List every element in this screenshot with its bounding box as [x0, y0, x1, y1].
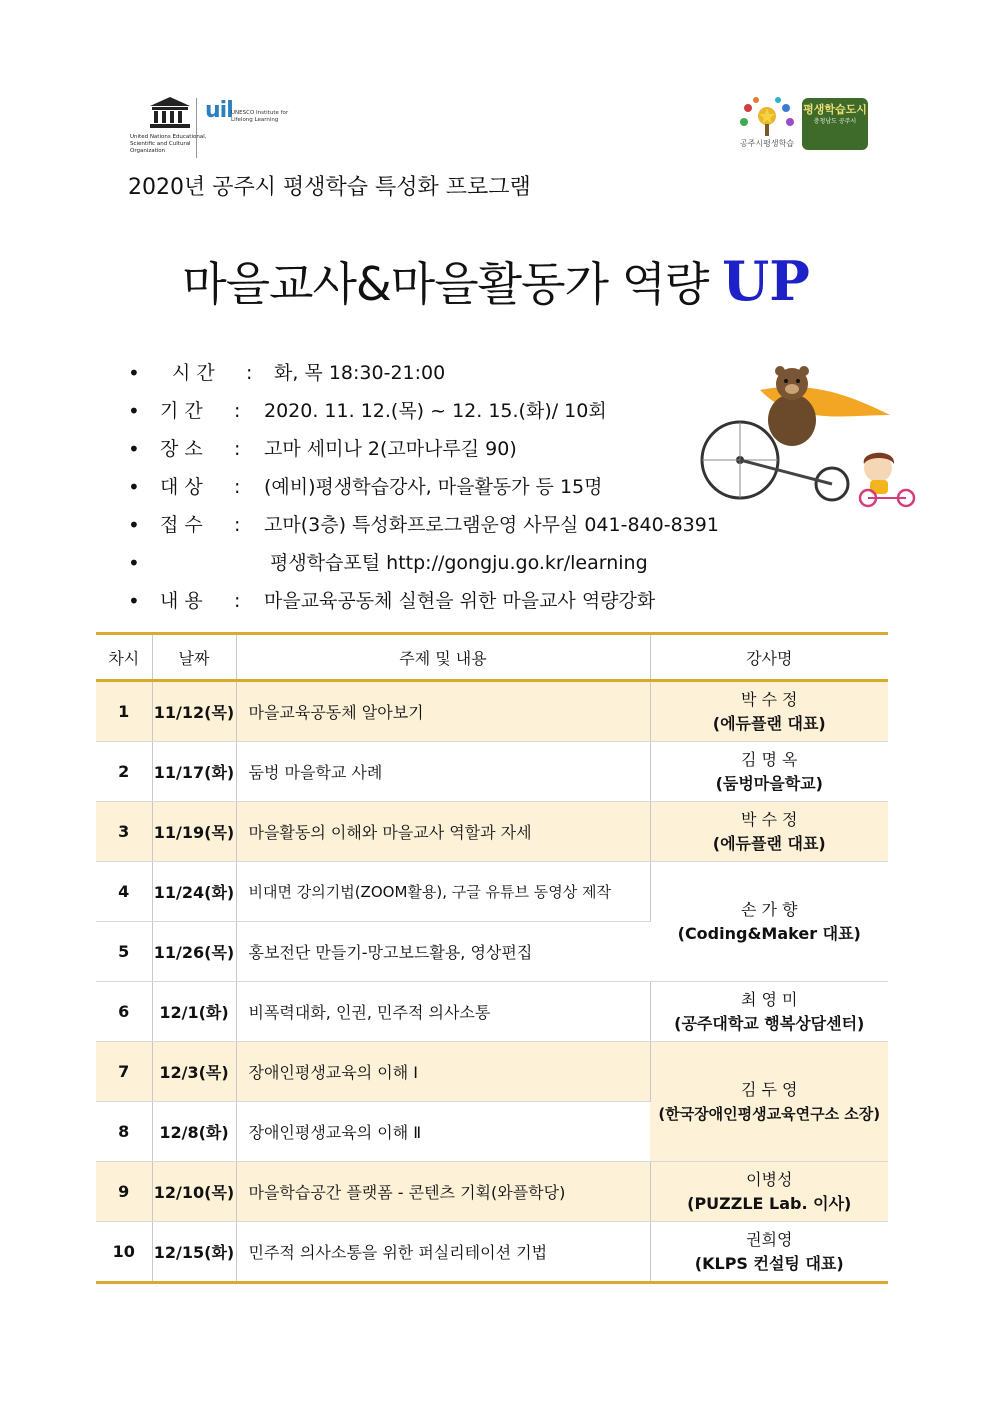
lecturer-name: 이병성: [746, 1169, 793, 1189]
session-topic: 홍보전단 만들기-망고보드활용, 영상편집: [236, 922, 650, 982]
unesco-caption: United Nations Educational, Scientific and Cultural Organization: [130, 134, 207, 154]
table-row: [96, 1042, 888, 1102]
lecturer-org: (에듀플랜 대표): [712, 713, 826, 733]
session-topic: 둠벙 마을학교 사례: [236, 742, 650, 802]
session-number: 2: [96, 742, 152, 802]
lecturer-name: 권희영: [746, 1229, 793, 1249]
session-topic: 민주적 의사소통을 위한 퍼실리테이션 기법: [236, 1222, 650, 1283]
header-lecturer: 강사명: [650, 634, 888, 681]
session-topic: 비폭력대화, 인권, 민주적 의사소통: [236, 982, 650, 1042]
session-number: 9: [96, 1162, 152, 1222]
portal-value: 평생학습포털 http://gongju.go.kr/learning: [270, 552, 648, 574]
lecturer-cell: [650, 1162, 888, 1222]
program-subtitle: 2020년 공주시 평생학습 특성화 프로그램: [128, 175, 531, 200]
session-date: 11/12(목): [152, 681, 236, 742]
bullet: •: [128, 399, 140, 423]
bullet: •: [128, 361, 140, 385]
lecturer-cell: [650, 742, 888, 802]
header-date: 날짜: [152, 634, 236, 681]
bullet: •: [128, 513, 140, 537]
uil-logo: [196, 98, 295, 158]
session-date: 11/24(화): [152, 862, 236, 922]
table-row: [96, 1222, 888, 1283]
lecturer-cell: [650, 802, 888, 862]
uil-mark: uil: [205, 98, 233, 123]
lecturer-name: 박 수 정: [740, 689, 798, 709]
session-date: 12/15(화): [152, 1222, 236, 1283]
info-portal: [128, 550, 828, 588]
lecturer-org: (Coding&Maker 대표): [677, 923, 861, 943]
session-number: 6: [96, 982, 152, 1042]
apply-value: 고마(3층) 특성화프로그램운영 사무실 041-840-8391: [264, 514, 719, 536]
lecturer-name: 김 명 옥: [740, 749, 798, 769]
time-value: 화, 목 18:30-21:00: [274, 362, 446, 384]
session-topic: 마을교육공동체 알아보기: [236, 681, 650, 742]
session-number: 1: [96, 681, 152, 742]
info-apply: [128, 512, 828, 550]
session-date: 11/26(목): [152, 922, 236, 982]
lecturer-cell: [650, 1222, 888, 1283]
lecturer-org: (한국장애인평생교육연구소 소장): [658, 1104, 881, 1123]
lecturer-org: (KLPS 컨설팅 대표): [694, 1253, 844, 1273]
session-date: 11/19(목): [152, 802, 236, 862]
target-label: 대 상: [160, 476, 203, 498]
schedule-table: [96, 632, 888, 1284]
title-main: 마을교사&마을활동가 역량: [182, 257, 723, 311]
apply-label: 접 수: [160, 514, 203, 536]
lecturer-org: (PUZZLE Lab. 이사): [687, 1193, 852, 1213]
table-row: [96, 681, 888, 742]
session-topic: 장애인평생교육의 이해 Ⅱ: [236, 1102, 650, 1162]
gongju-caption: 공주시평생학습: [739, 139, 795, 148]
colon: :: [234, 438, 241, 460]
lecturer-org: (공주대학교 행복상담센터): [674, 1013, 865, 1033]
lecturer-org: (에듀플랜 대표): [712, 833, 826, 853]
bullet: •: [128, 589, 140, 613]
title-accent: UP: [722, 249, 810, 313]
bullet: •: [128, 551, 140, 575]
colon: :: [234, 514, 241, 536]
bullet: •: [128, 475, 140, 499]
period-value: 2020. 11. 12.(목) ~ 12. 15.(화)/ 10회: [264, 400, 607, 422]
table-row: [96, 862, 888, 922]
people-star-icon: [736, 96, 798, 138]
content-label: 내 용: [160, 590, 203, 612]
table-row: [96, 802, 888, 862]
session-topic: 마을활동의 이해와 마을교사 역할과 자세: [236, 802, 650, 862]
session-number: 10: [96, 1222, 152, 1283]
lecturer-org: (둠벙마을학교): [715, 773, 823, 793]
session-date: 12/10(목): [152, 1162, 236, 1222]
lecturer-name: 김 두 영: [740, 1079, 798, 1099]
unesco-logo: [128, 96, 207, 156]
session-number: 5: [96, 922, 152, 982]
place-value: 고마 세미나 2(고마나루길 90): [264, 438, 517, 460]
colon: :: [246, 362, 253, 384]
session-number: 8: [96, 1102, 152, 1162]
colon: :: [234, 590, 241, 612]
session-topic: 마을학습공간 플랫폼 - 콘텐츠 기획(와플학당): [236, 1162, 650, 1222]
gongju-lifelong-logo: [736, 96, 798, 154]
info-content: [128, 588, 828, 626]
table-row: [96, 1162, 888, 1222]
session-number: 7: [96, 1042, 152, 1102]
content-value: 마을교육공동체 실현을 위한 마을교사 역량강화: [264, 590, 656, 612]
lecturer-name: 손 가 향: [740, 899, 798, 919]
lifelong-city-badge: [802, 98, 868, 150]
table-header-row: [96, 634, 888, 681]
lecturer-cell: [650, 982, 888, 1042]
header-topic: 주제 및 내용: [236, 634, 650, 681]
session-date: 12/1(화): [152, 982, 236, 1042]
lecturer-cell: [650, 681, 888, 742]
session-number: 4: [96, 862, 152, 922]
colon: :: [234, 476, 241, 498]
session-date: 12/8(화): [152, 1102, 236, 1162]
city-badge-sub: 충청남도 공주시: [813, 118, 857, 125]
table-row: [96, 982, 888, 1042]
header-session: 차시: [96, 634, 152, 681]
lecturer-cell: [650, 862, 888, 982]
lecturer-cell: [650, 1042, 888, 1162]
colon: :: [234, 400, 241, 422]
session-topic: 비대면 강의기법(ZOOM활용), 구글 유튜브 동영상 제작: [236, 862, 650, 922]
session-topic: 장애인평생교육의 이해 Ⅰ: [236, 1042, 650, 1102]
city-badge-title: 평생학습도시: [803, 103, 867, 116]
session-number: 3: [96, 802, 152, 862]
session-date: 11/17(화): [152, 742, 236, 802]
bear-bicycle-illustration: [700, 360, 930, 510]
period-label: 기 간: [160, 400, 203, 422]
bullet: •: [128, 437, 140, 461]
page-title: [0, 248, 992, 314]
lecturer-name: 박 수 정: [740, 809, 798, 829]
time-label: 시 간: [172, 362, 215, 384]
lecturer-name: 최 영 미: [740, 989, 798, 1009]
unesco-temple-icon: [148, 96, 192, 130]
table-row: [96, 742, 888, 802]
place-label: 장 소: [160, 438, 203, 460]
bear-icon: [768, 394, 816, 446]
session-date: 12/3(목): [152, 1042, 236, 1102]
target-value: (예비)평생학습강사, 마을활동가 등 15명: [264, 476, 603, 498]
uil-caption: UNESCO Institute for Lifelong Learning: [231, 110, 289, 123]
